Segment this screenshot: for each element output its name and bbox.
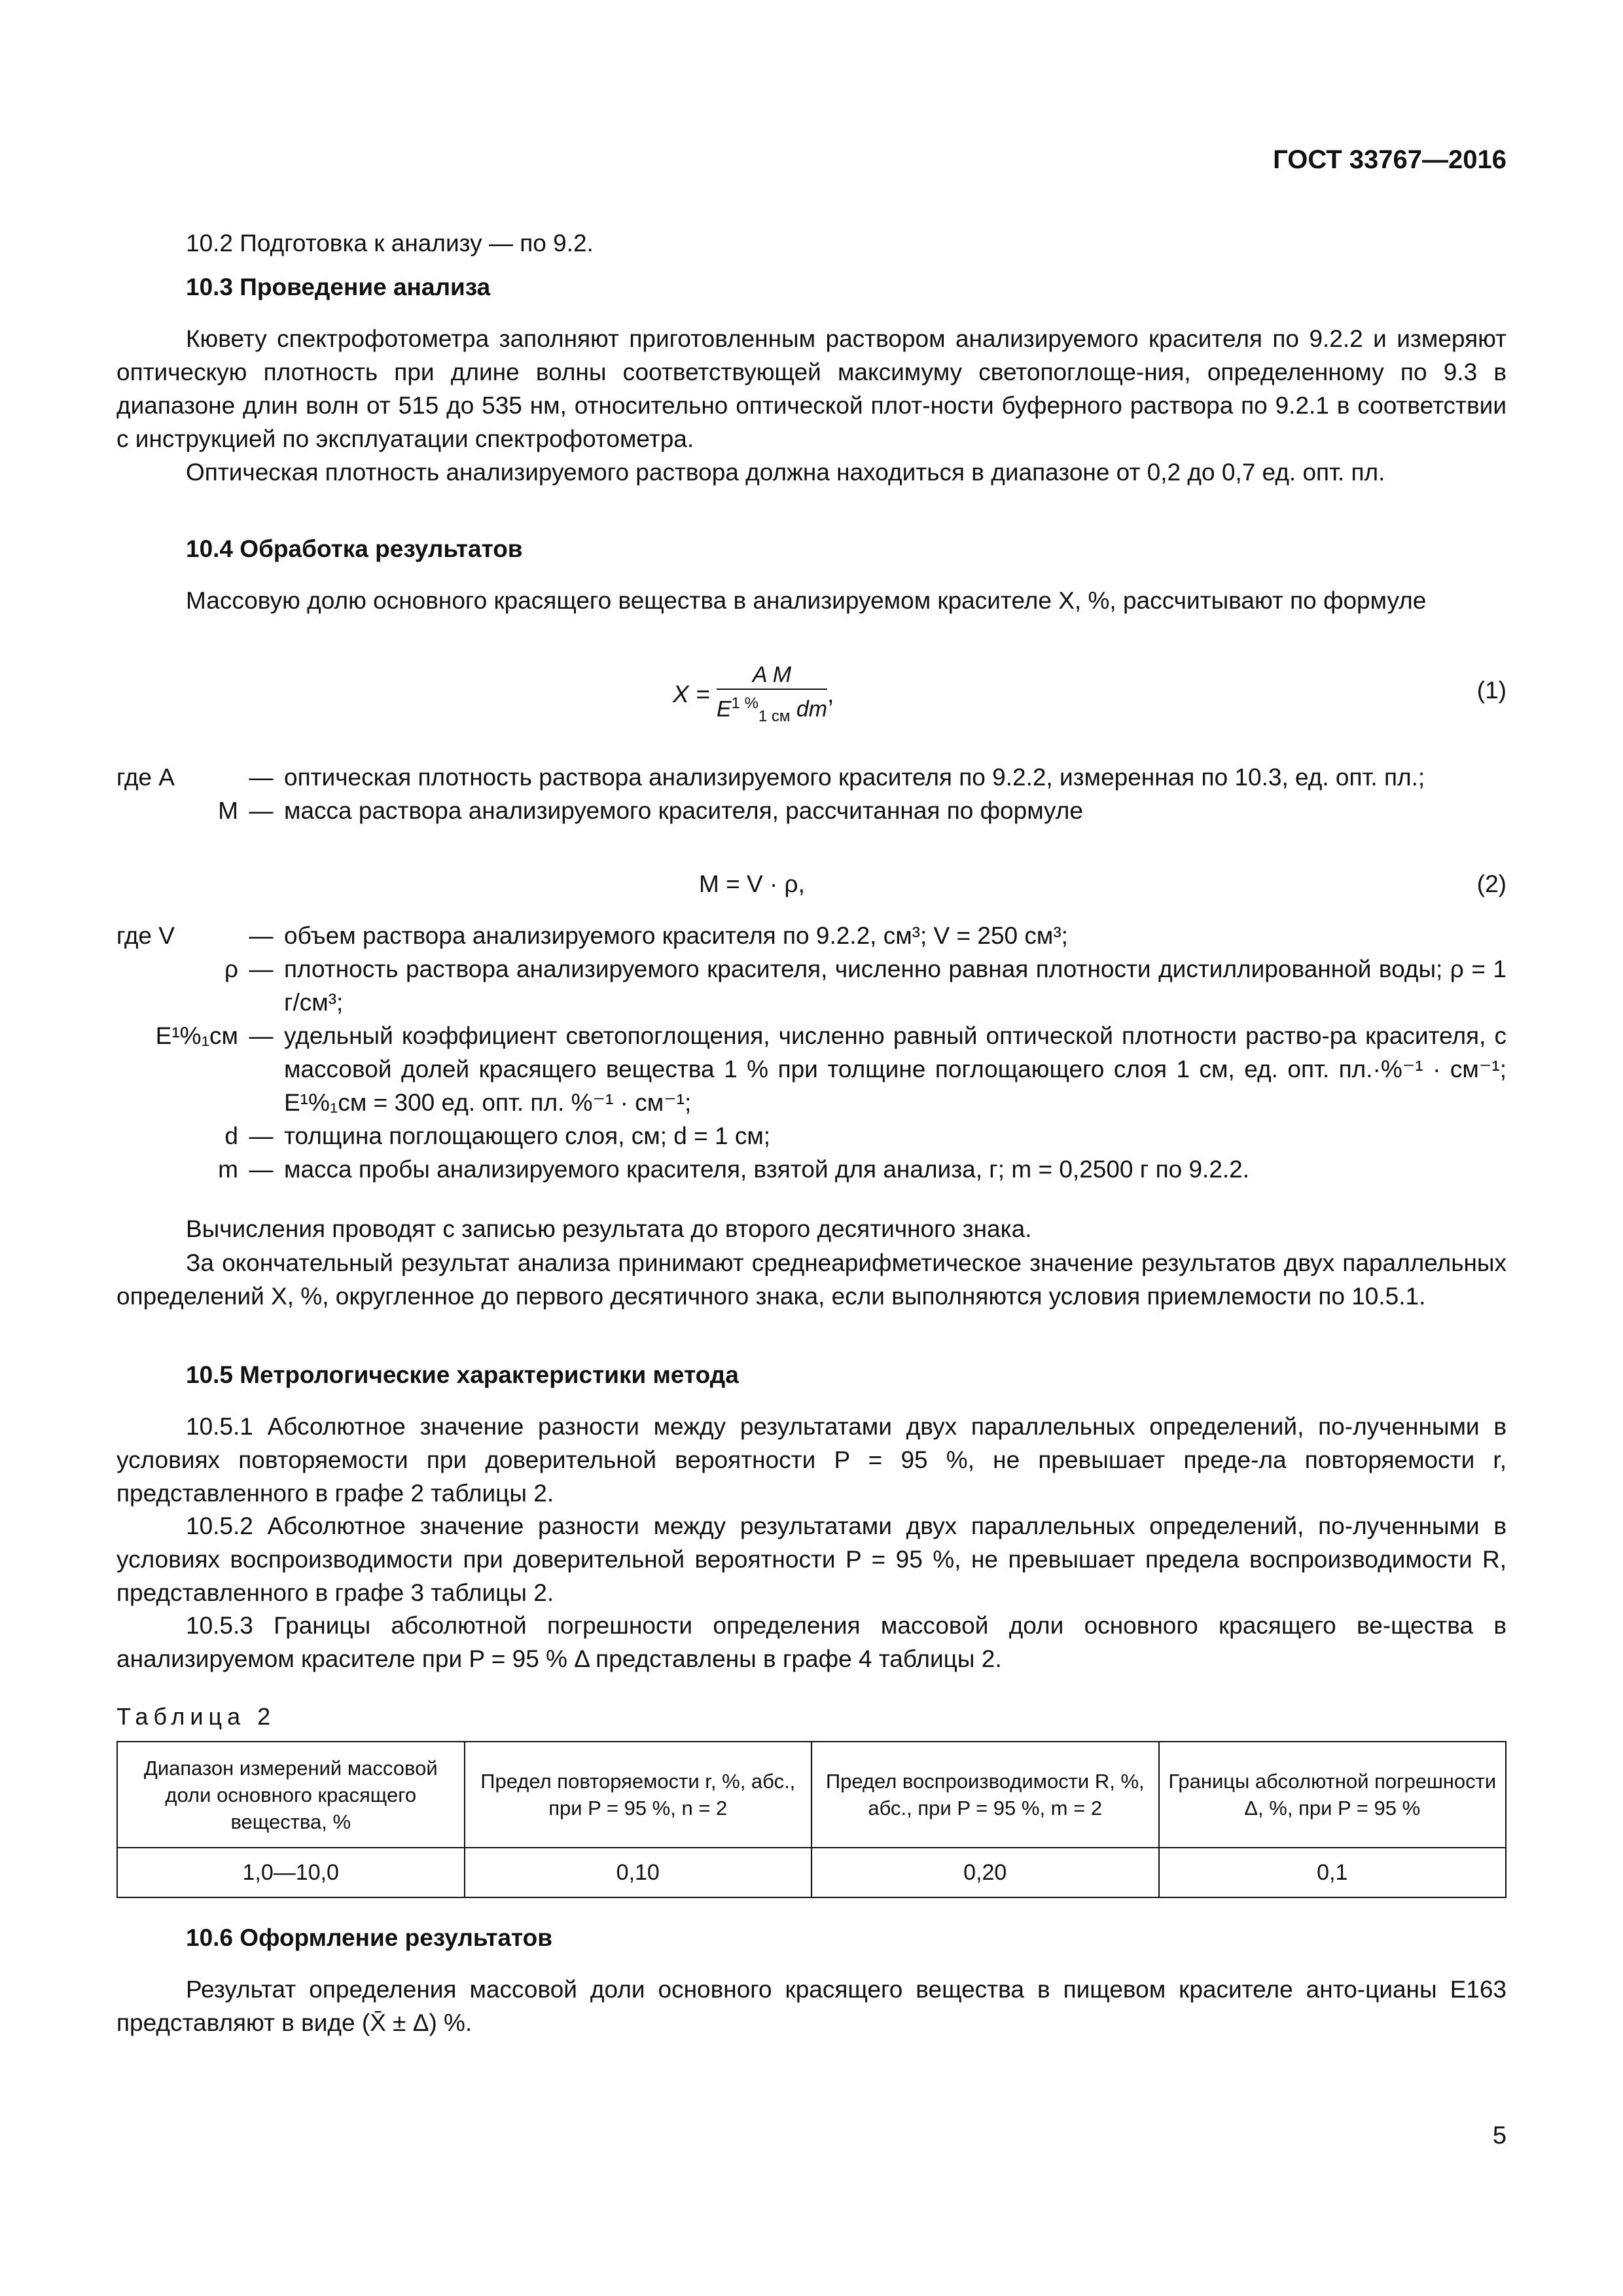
paragraph-10-5-2: 10.5.2 Абсолютное значение разности между результатами двух параллельных определений, по-лученными в условиях воспроизводимости при доверительной вероятности P = 95 %, не превышает предела воспроизводимости R, представленного в графе 3 таблицы 2. bbox=[116, 1513, 1507, 1606]
definition-row: M — масса раствора анализируемого красителя, рассчитанная по формуле bbox=[218, 797, 1083, 824]
paragraph-10-4-intro: Массовую долю основного красящего вещества в анализируемом красителе X, %, рассчитывают по формуле bbox=[186, 587, 1427, 614]
formula-1-fraction bbox=[717, 661, 827, 730]
table-cell: 1,0—10,0 bbox=[117, 1848, 465, 1897]
table-cell: 0,1 bbox=[1159, 1848, 1507, 1897]
standard-number: ГОСТ 33767—2016 bbox=[1273, 145, 1507, 174]
table-header-cell: Предел воспроизводимости R, %, абс., при P = 95 %, m = 2 bbox=[812, 1742, 1159, 1848]
heading-10-4: 10.4 Обработка результатов bbox=[186, 535, 523, 562]
section-10-2: 10.2 Подготовка к анализу — по 9.2. bbox=[186, 230, 594, 257]
table-header-cell: Границы абсолютной погрешности Δ, %, при P = 95 % bbox=[1159, 1742, 1507, 1848]
formula-1-numerator: A M bbox=[717, 661, 827, 690]
definition-row: d — толщина поглощающего слоя, см; d = 1 см; bbox=[224, 1122, 771, 1149]
table-2 bbox=[116, 1741, 1507, 1898]
formula-2-body: M = V · ρ, bbox=[699, 870, 805, 897]
page-number: 5 bbox=[1492, 2122, 1507, 2149]
heading-10-3: 10.3 Проведение анализа bbox=[186, 274, 491, 300]
formula-2 bbox=[116, 870, 1507, 910]
formula-2-number: (2) bbox=[1476, 870, 1507, 897]
heading-10-6: 10.6 Оформление результатов bbox=[186, 1924, 553, 1951]
heading-10-5: 10.5 Метрологические характеристики метода bbox=[186, 1361, 739, 1388]
definition-row: E¹%₁см — удельный коэффициент светопоглощения, численно равный оптической плотности раство-ра красителя, с массовой долей красящего вещества 1 % при толщине поглощающего слоя 1 см, ед. опт. пл.·%⁻¹ · см⁻¹; E¹%₁см = 300 ед. опт. пл. %⁻¹ · см⁻¹; bbox=[155, 1022, 1507, 1116]
paragraph-10-6: Результат определения массовой доли основного красящего вещества в пищевом красителе анто-цианы Е163 представляют в виде (X̄ ± Δ) %. bbox=[116, 1976, 1507, 2036]
paragraph-10-3-1: Кювету спектрофотометра заполняют приготовленным раствором анализируемого красителя по 9.2.2 и измеряют оптическую плотность при длине волны соответствующей максимуму светопоглоще-ния, определенному по 9.3 в диапазоне длин волн от 515 до 535 нм, относительно оптической плот-ности буферного раствора по 9.2.1 в соответствии с инструкцией по эксплуатации спектрофотометра. bbox=[116, 325, 1507, 452]
where-list-2 bbox=[116, 919, 1507, 1186]
paragraph-calculation: Вычисления проводят с записью результата до второго десятичного знака. bbox=[186, 1215, 1032, 1242]
formula-1: X = $\frac{\text{A M}}{E^{1 \%}_{1 см} dm}$ , (1) bbox=[116, 661, 1507, 700]
table-row bbox=[117, 1848, 1506, 1897]
table-header-cell: Предел повторяемости r, %, абс., при P = 95 %, n = 2 bbox=[465, 1742, 812, 1848]
paragraph-final-result: За окончательный результат анализа принимают среднеарифметическое значение результатов двух параллельных определений X, %, округленное до первого десятичного знака, если выполняются условия приемлемости по 10.5.1. bbox=[116, 1249, 1507, 1310]
definition-row: где A — оптическая плотность раствора анализируемого красителя по 9.2.2, измеренная по 10.3, ед. опт. пл.; bbox=[116, 764, 1425, 791]
paragraph-10-3-2: Оптическая плотность анализируемого раствора должна находиться в диапазоне от 0,2 до 0,7 ед. опт. пл. bbox=[186, 459, 1385, 486]
where-list-1 bbox=[116, 761, 1507, 827]
table-cell: 0,20 bbox=[812, 1848, 1159, 1897]
table-cell: 0,10 bbox=[465, 1848, 812, 1897]
table-header-row bbox=[117, 1742, 1506, 1848]
table-header-cell: Диапазон измерений массовой доли основного красящего вещества, % bbox=[117, 1742, 465, 1848]
formula-1-lhs: X = bbox=[673, 680, 710, 708]
table-caption: Таблица 2 bbox=[116, 1703, 276, 1730]
definition-row: ρ — плотность раствора анализируемого красителя, численно равная плотности дистиллированной воды; ρ = 1 г/см³; bbox=[224, 956, 1507, 1016]
formula-1-number: (1) bbox=[1476, 677, 1507, 704]
formula-1-denominator: $E^{1 \%}_{1 см}$ dm bbox=[716, 694, 828, 726]
paragraph-10-5-1: 10.5.1 Абсолютное значение разности между результатами двух параллельных определений, по-лученными в условиях повторяемости при доверительной вероятности P = 95 %, не превышает преде-ла повторяемости r, представленного в графе 2 таблицы 2. bbox=[116, 1413, 1507, 1507]
paragraph-10-5-3: 10.5.3 Границы абсолютной погрешности определения массовой доли основного красящего ве-щества в анализируемом красителе при P = 95 % Δ представлены в графе 4 таблицы 2. bbox=[116, 1612, 1507, 1672]
definition-row: где V — объем раствора анализируемого красителя по 9.2.2, см³; V = 250 см³; bbox=[116, 922, 1068, 949]
definition-row: m — масса пробы анализируемого красителя, взятой для анализа, г; m = 0,2500 г по 9.2.2. bbox=[218, 1156, 1250, 1183]
